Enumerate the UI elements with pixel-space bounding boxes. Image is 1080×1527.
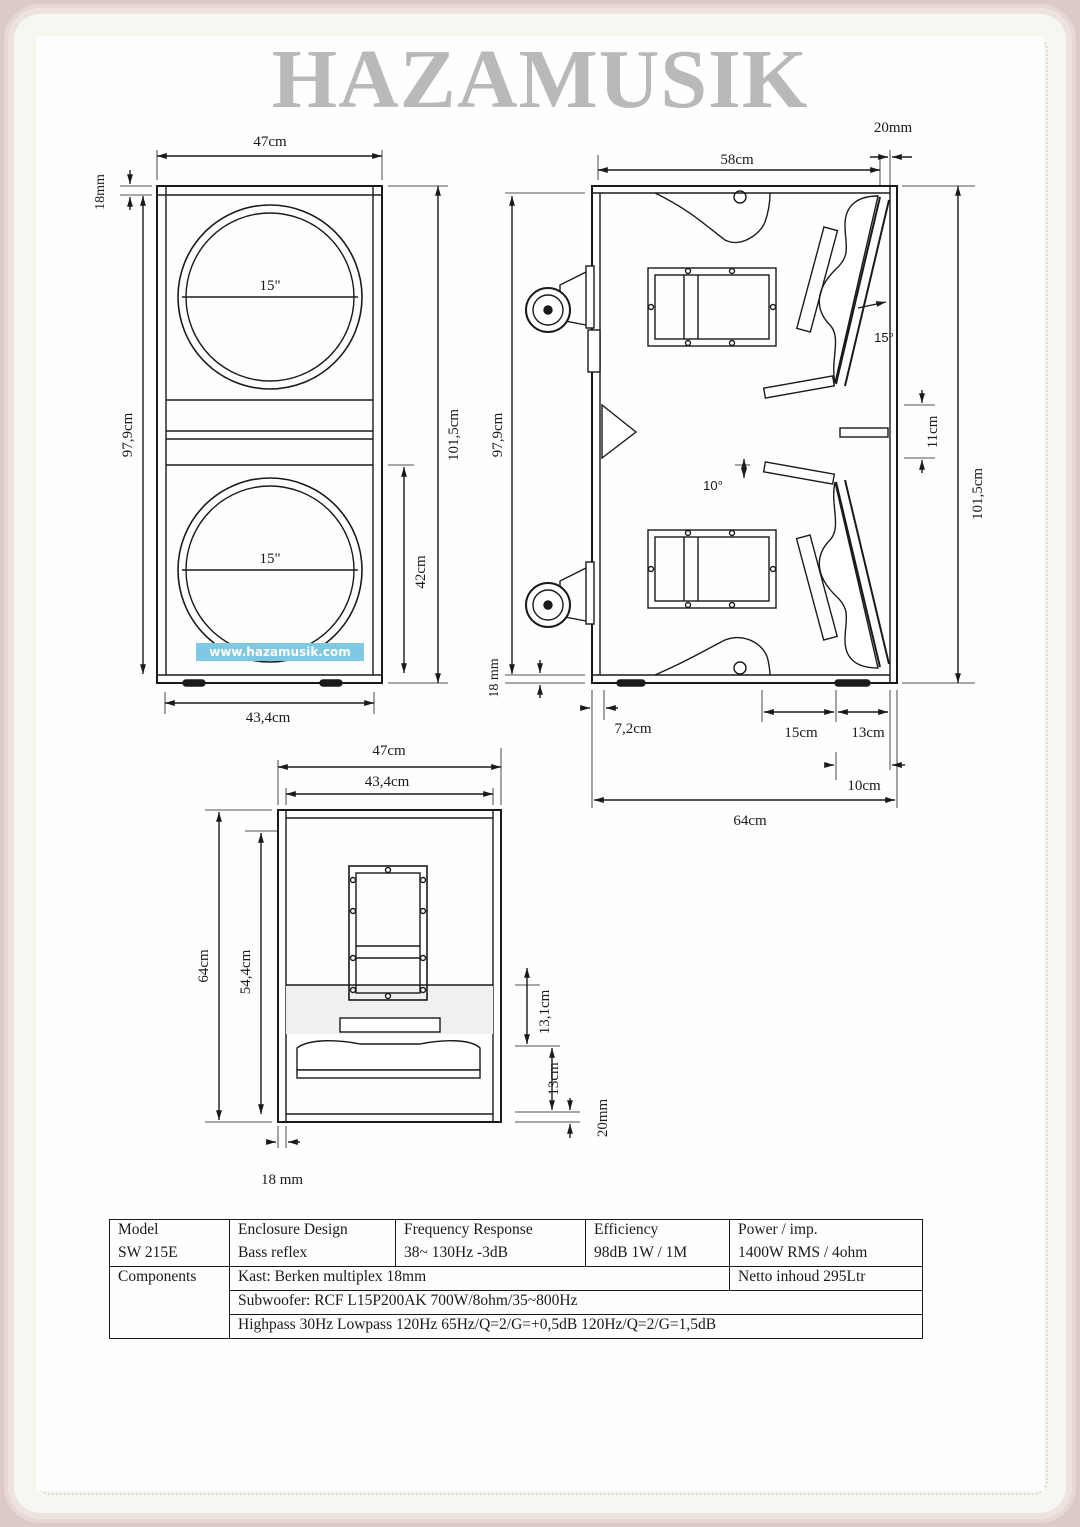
spec-filters: Highpass 30Hz Lowpass 120Hz 65Hz/Q=2/G=+0,5dB 120Hz/Q=2/G=1,5dB (230, 1315, 923, 1339)
spec-subwoofer: Subwoofer: RCF L15P200AK 700W/8ohm/35~800Hz (230, 1291, 923, 1315)
spec-table (109, 1219, 923, 1339)
top-inner-width: 43,4cm (364, 774, 410, 790)
front-bottom-width: 43,4cm (245, 710, 291, 726)
side-view (505, 150, 975, 808)
side-inner-height: 97,9cm (490, 412, 506, 458)
front-driver-top-size: 15" (259, 278, 281, 294)
top-baffle-thickness: 20mm (595, 1098, 611, 1138)
top-dim-13-1: 13,1cm (537, 989, 553, 1035)
side-outer-width: 58cm (720, 152, 754, 168)
top-depth: 64cm (196, 949, 212, 983)
spec-subwoofer-row (110, 1291, 923, 1315)
front-top-width: 47cm (253, 134, 287, 150)
side-total-depth: 64cm (733, 813, 767, 829)
spec-components-label: Components (110, 1267, 230, 1291)
spec-header-row (110, 1220, 923, 1244)
spec-value-power: 1400W RMS / 4ohm (730, 1243, 923, 1267)
spec-material-row (110, 1267, 923, 1291)
side-total-height: 101,5cm (970, 467, 986, 521)
top-dim-13: 13cm (546, 1062, 562, 1096)
front-port-height: 42cm (413, 555, 429, 589)
front-panel-thickness: 18mm (93, 174, 108, 210)
top-panel-thickness: 18 mm (260, 1172, 304, 1188)
side-dim-10: 10cm (847, 778, 881, 794)
spec-volume: Netto inhoud 295Ltr (730, 1267, 923, 1291)
caster-bottom (526, 562, 594, 627)
side-dim-15: 15cm (784, 725, 818, 741)
spec-header-frequency: Frequency Response (396, 1220, 586, 1244)
front-inner-height: 97,9cm (120, 412, 136, 458)
front-view (120, 150, 448, 714)
spec-value-enclosure: Bass reflex (230, 1243, 396, 1267)
side-slot-height: 11cm (925, 415, 941, 449)
spec-header-model: Model (110, 1220, 230, 1244)
caster-top (526, 266, 594, 332)
top-inner-depth: 54,4cm (238, 949, 254, 995)
spec-value-model: SW 215E (110, 1243, 230, 1267)
spec-value-frequency: 38~ 130Hz -3dB (396, 1243, 586, 1267)
spec-filter-row (110, 1315, 923, 1339)
top-outer-width: 47cm (372, 743, 406, 759)
side-angle-top: 15° (874, 330, 894, 345)
front-driver-bottom-size: 15" (259, 551, 281, 567)
side-caster-offset: 7,2cm (614, 721, 652, 737)
brand-title: HAZAMUSIK (271, 33, 809, 126)
side-baffle-thickness: 20mm (873, 120, 913, 136)
side-angle-mid: 10° (703, 478, 723, 493)
watermark-url: www.hazamusik.com (196, 643, 364, 661)
spec-header-efficiency: Efficiency (586, 1220, 730, 1244)
top-view (205, 748, 580, 1148)
spec-header-power: Power / imp. (730, 1220, 923, 1244)
spec-value-row (110, 1243, 923, 1267)
side-panel-thickness: 18 mm (487, 658, 502, 698)
spec-material: Kast: Berken multiplex 18mm (230, 1267, 730, 1291)
front-total-height: 101,5cm (446, 408, 462, 462)
spec-header-enclosure: Enclosure Design (230, 1220, 396, 1244)
spec-value-efficiency: 98dB 1W / 1M (586, 1243, 730, 1267)
side-dim-13: 13cm (851, 725, 885, 741)
